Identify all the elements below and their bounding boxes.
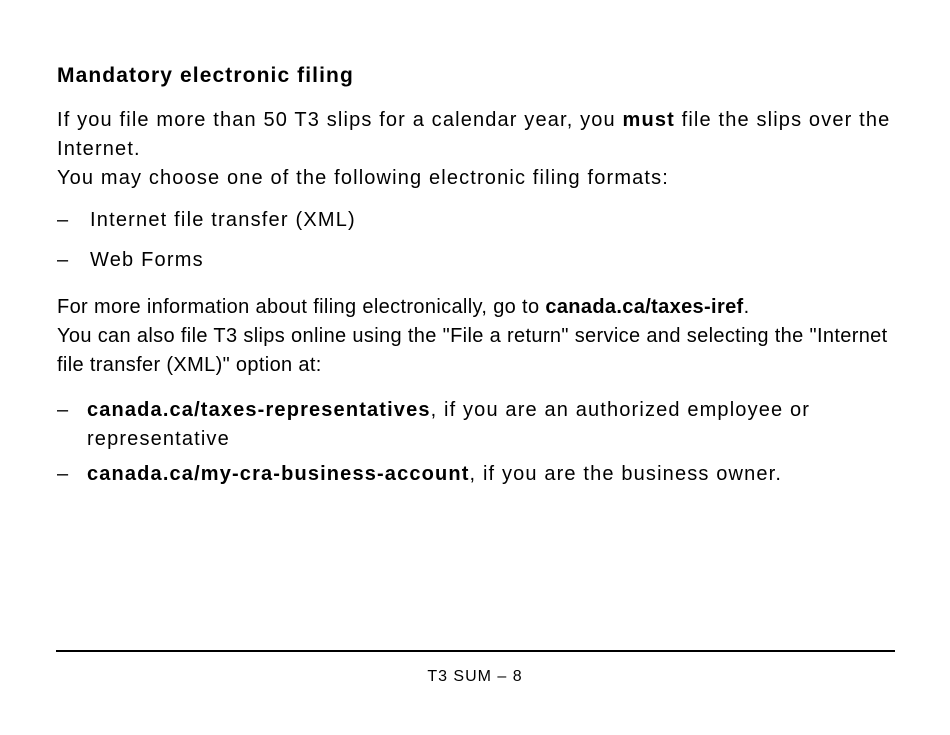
intro-emphasis: must [622, 109, 675, 131]
filing-formats-list [57, 206, 902, 286]
footer-divider [56, 650, 895, 652]
list-item [57, 396, 902, 454]
format-label: Web Forms [90, 249, 204, 271]
option-text: , if you are an authorized employee or representative [87, 399, 811, 450]
more-info-text-before: For more information about filing electronically, go to [57, 296, 546, 318]
list-dash: – [57, 399, 70, 421]
business-account-link[interactable]: canada.ca/my-cra-business-account [87, 463, 470, 485]
intro-text-before: If you file more than 50 T3 slips for a calendar year, you [57, 109, 623, 131]
more-info-text-after: . [743, 296, 750, 318]
list-dash: – [57, 209, 70, 231]
intro-paragraph [57, 106, 897, 193]
more-info-paragraph [57, 293, 897, 380]
section-heading: Mandatory electronic filing [57, 64, 354, 87]
online-options-list [57, 396, 902, 495]
more-info-line-2: You can also file T3 slips online using the "File a return" service and selecting the "Internet file transfer (XML)" option at: [57, 325, 888, 376]
format-label: Internet file transfer (XML) [90, 209, 356, 231]
representatives-link[interactable]: canada.ca/taxes-representatives [87, 399, 431, 421]
intro-text-after: file the slips over the Internet. [57, 109, 891, 160]
list-item [57, 206, 902, 235]
page-footer: T3 SUM – 8 [427, 668, 523, 685]
list-item [57, 460, 902, 489]
list-item [57, 246, 902, 275]
taxes-iref-link[interactable]: canada.ca/taxes-iref [545, 296, 744, 318]
intro-line-2: You may choose one of the following electronic filing formats: [57, 167, 669, 189]
list-dash: – [57, 249, 70, 271]
option-text: , if you are the business owner. [469, 463, 783, 485]
list-dash: – [57, 463, 70, 485]
